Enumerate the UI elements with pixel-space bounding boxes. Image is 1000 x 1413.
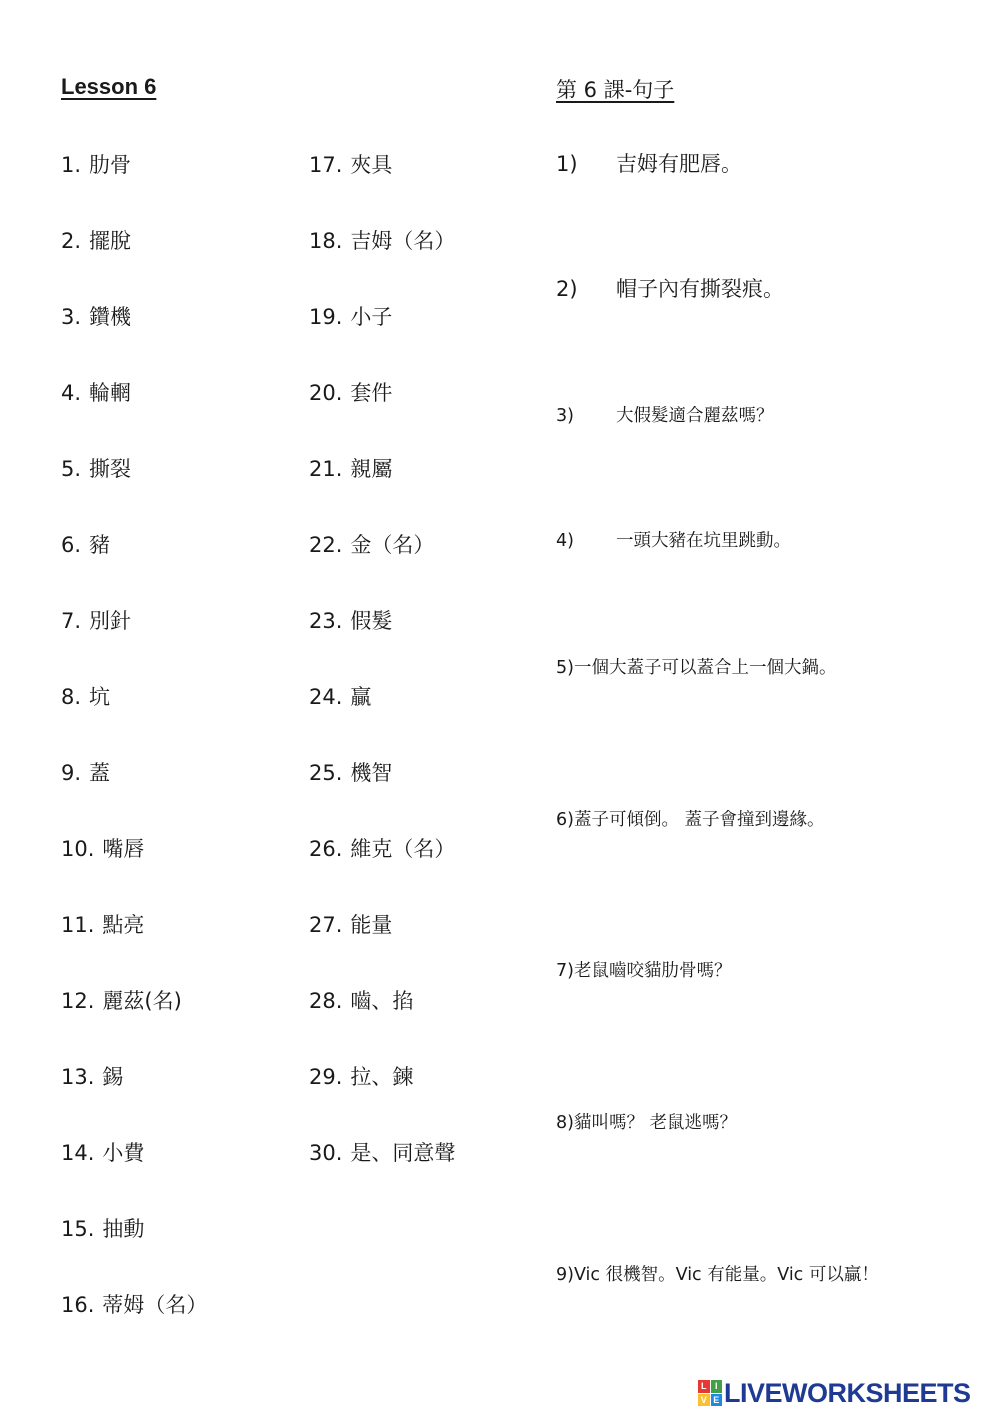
vocab-item: 10. 嘴唇 [61,837,145,861]
sentence-item: 3) 大假髮適合麗茲嗎？ [556,406,774,426]
vocab-item: 28. 嚙、掐 [309,989,414,1013]
sentence-item: 2) 帽子內有撕裂痕。 [556,277,784,301]
vocab-item: 22. 金（名） [309,533,435,557]
vocab-item: 15. 抽動 [61,1217,145,1241]
sentence-item: 7)老鼠嚙咬貓肋骨嗎？ [556,961,732,981]
sentence-item: 4) 一頭大豬在坑里跳動。 [556,531,791,551]
vocab-item: 3. 鑽機 [61,305,132,329]
vocab-item: 23. 假髮 [309,609,393,633]
vocab-item: 27. 能量 [309,913,393,937]
vocab-item: 24. 贏 [309,685,372,709]
vocab-item: 11. 點亮 [61,913,145,937]
liveworksheets-logo-icon: L I V E [698,1380,722,1406]
vocab-item: 25. 機智 [309,761,393,785]
liveworksheets-brand[interactable] [698,1377,971,1409]
lesson-title: Lesson 6 [61,74,157,99]
sentence-item: 6)蓋子可傾倒。 蓋子會撞到邊緣。 [556,810,825,830]
vocab-item: 19. 小子 [309,305,393,329]
vocab-item: 2. 擺脫 [61,229,132,253]
vocab-item: 17. 夾具 [309,153,393,177]
sentence-item: 1) 吉姆有肥唇。 [556,152,742,176]
vocab-item: 18. 吉姆（名） [309,229,456,253]
vocab-item: 14. 小費 [61,1141,145,1165]
vocab-item: 30. 是、同意聲 [309,1141,456,1165]
vocab-item: 9. 蓋 [61,761,111,785]
vocab-item: 13. 錫 [61,1065,124,1089]
vocab-item: 8. 坑 [61,685,111,709]
sentences-title: 第 6 課-句子 [556,78,675,102]
vocab-item: 29. 拉、鍊 [309,1065,414,1089]
vocab-item: 16. 蒂姆（名） [61,1293,208,1317]
sentence-item: 9)Vic 很機智。Vic 有能量。Vic 可以贏！ [556,1265,879,1285]
vocab-item: 12. 麗茲(名) [61,989,182,1013]
vocab-item: 6. 豬 [61,533,111,557]
vocab-item: 21. 親屬 [309,457,393,481]
sentence-item: 8)貓叫嗎？ 老鼠逃嗎？ [556,1113,738,1133]
vocab-item: 7. 別針 [61,609,132,633]
vocab-item: 5. 撕裂 [61,457,132,481]
sentence-item: 5)一個大蓋子可以蓋合上一個大鍋。 [556,658,837,678]
vocab-item: 26. 維克（名） [309,837,456,861]
brand-name: LIVEWORKSHEETS [724,1377,971,1408]
vocab-item: 20. 套件 [309,381,393,405]
vocab-item: 4. 輪輞 [61,381,132,405]
vocab-item: 1. 肋骨 [61,153,132,177]
